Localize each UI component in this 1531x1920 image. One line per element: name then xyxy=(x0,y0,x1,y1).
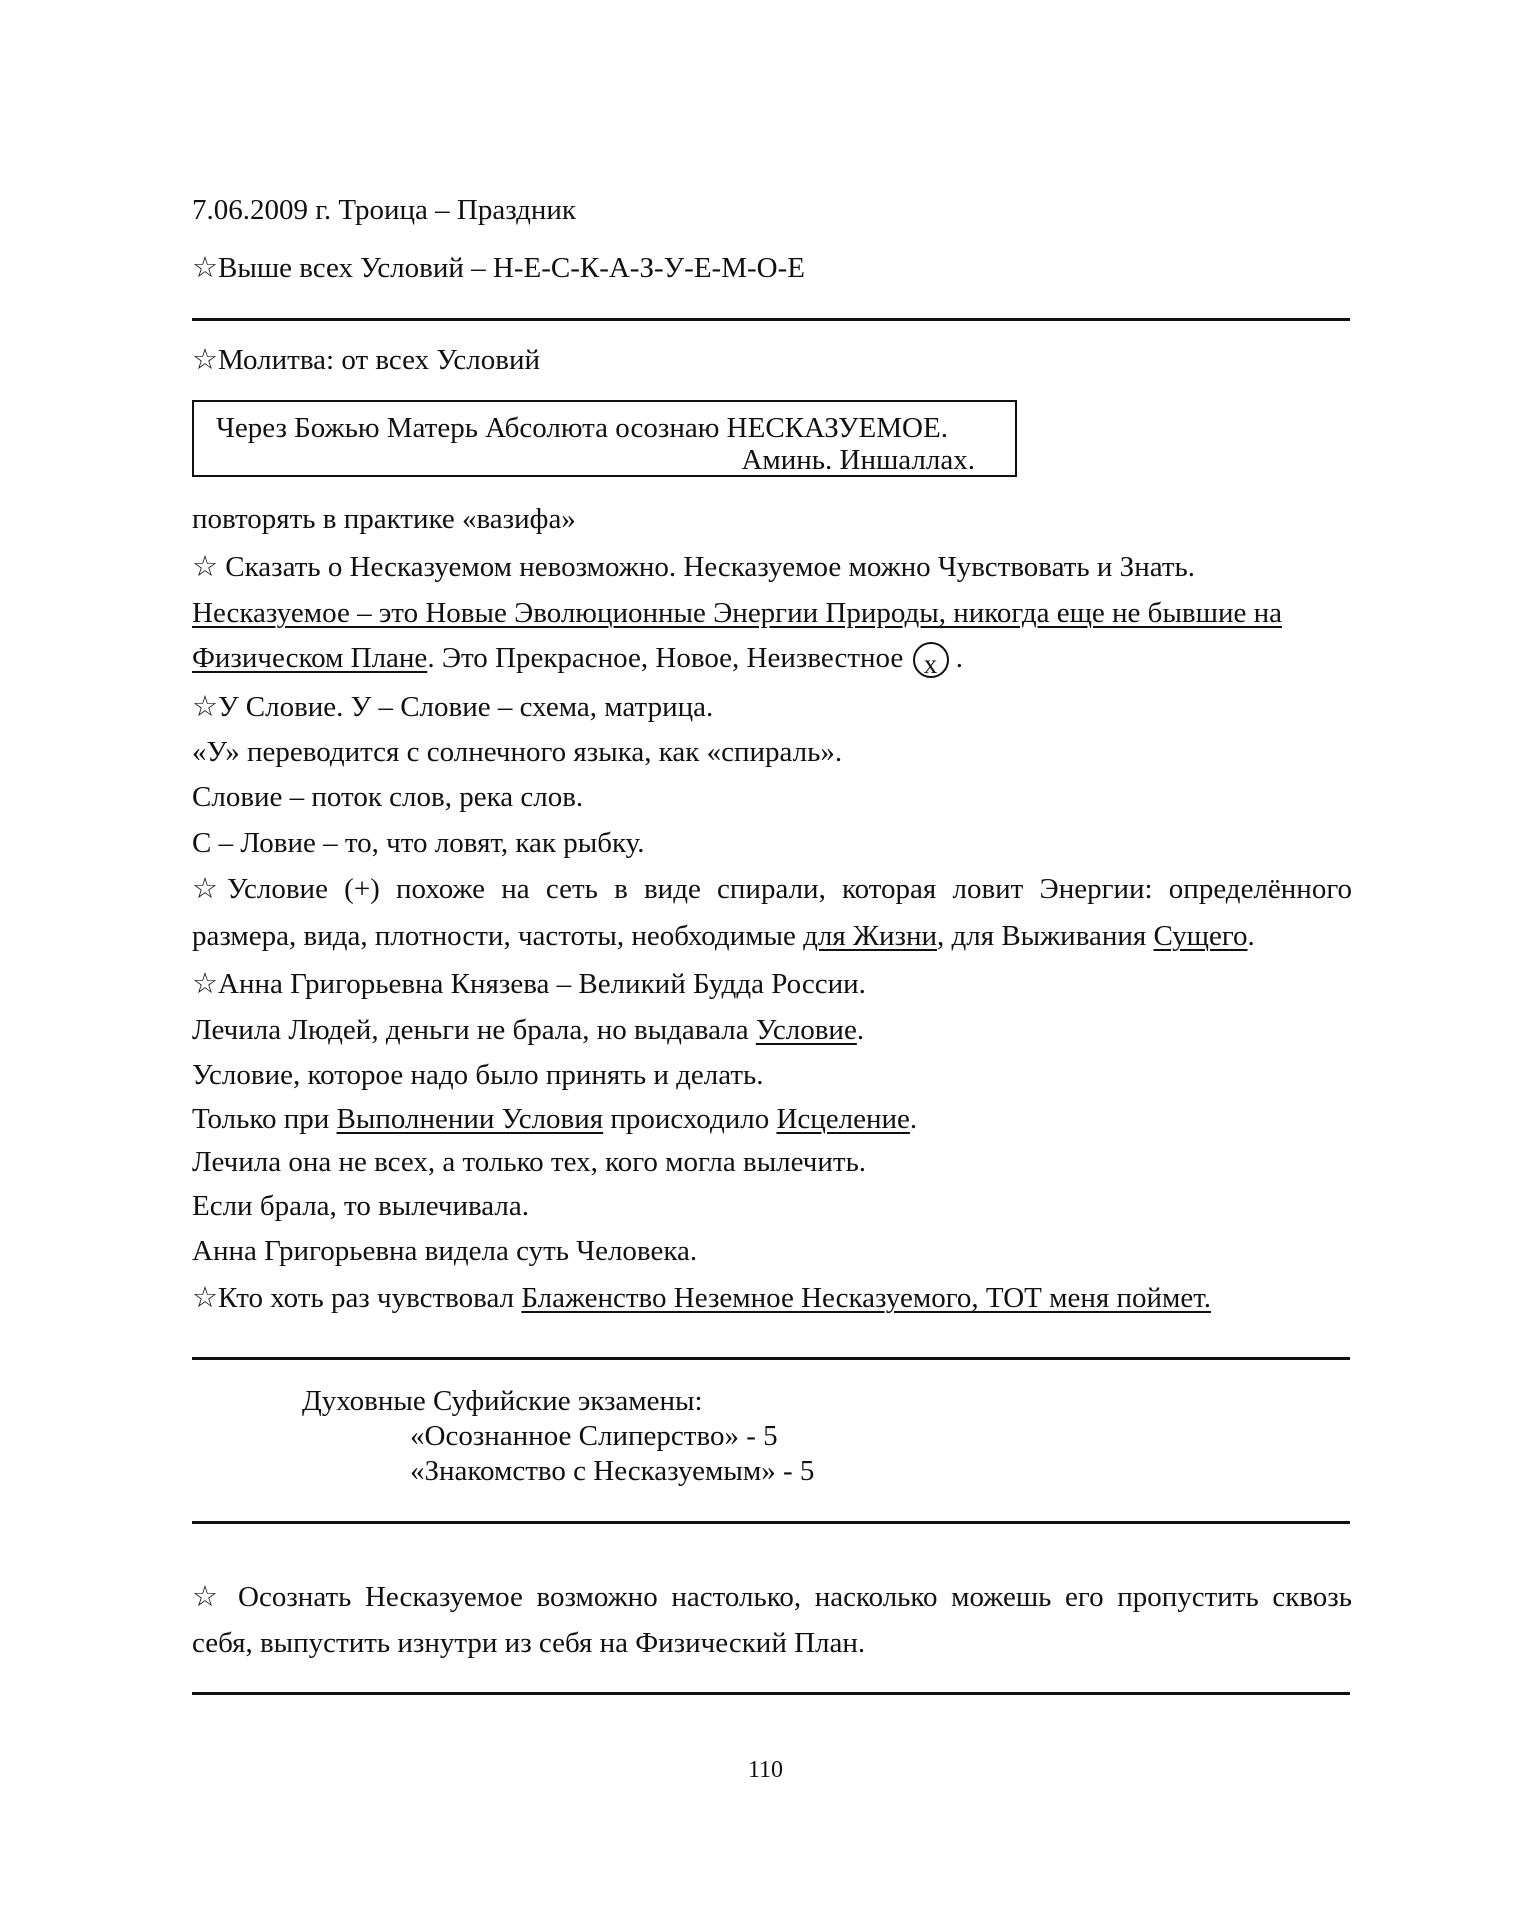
paragraph: Лечила она не всех, а только тех, кого могла вылечить. xyxy=(192,1146,867,1178)
prayer-amen: Аминь. Иншаллах. xyxy=(741,444,975,476)
underlined-text: Исцеление xyxy=(776,1103,910,1135)
underlined-text: Блаженство Неземное Несказуемого, ТОТ меня поймет. xyxy=(521,1282,1211,1314)
text: Только при xyxy=(192,1103,337,1135)
text: происходило xyxy=(603,1103,777,1135)
divider xyxy=(192,1692,1350,1695)
underlined-text: для Жизни xyxy=(803,920,937,952)
paragraph xyxy=(192,1281,1352,1315)
underlined-text: Физическом Плане xyxy=(192,642,428,674)
closing-paragraph: себя, выпустить изнутри из себя на Физический План. xyxy=(192,1627,866,1659)
paragraph: Словие – поток слов, река слов. xyxy=(192,781,584,813)
paragraph: ☆У Словие. У – Словие – схема, матрица. xyxy=(192,691,714,723)
text: ☆Кто хоть раз чувствовал xyxy=(192,1282,522,1314)
paragraph xyxy=(192,919,1352,953)
paragraph: Анна Григорьевна видела суть Человека. xyxy=(192,1235,698,1267)
underlined-text: Несказуемое – это Новые Эволюционные Энергии Природы, никогда еще не бывшие на xyxy=(192,597,1282,629)
date-line: 7.06.2009 г. Троица – Праздник xyxy=(192,194,577,226)
divider xyxy=(192,1521,1350,1524)
text: . xyxy=(955,642,963,674)
prayer-box xyxy=(192,400,1017,477)
paragraph xyxy=(192,1013,1352,1047)
divider xyxy=(192,1357,1350,1360)
underlined-text: Выполнении Условия xyxy=(336,1103,604,1135)
prayer-note: повторять в практике «вазифа» xyxy=(192,503,576,535)
underlined-text: Условие xyxy=(755,1014,857,1046)
closing-paragraph: ☆ Осознать Несказуемое возможно настолько, насколько можешь его пропустить сквозь xyxy=(192,1581,1352,1613)
underlined-text: Сущего xyxy=(1153,920,1248,952)
text: Лечила Людей, деньги не брала, но выдавала xyxy=(192,1014,756,1046)
paragraph: С – Ловие – то, что ловят, как рыбку. xyxy=(192,827,645,859)
paragraph xyxy=(192,596,1352,630)
exam-item: «Осознанное Слиперство» - 5 xyxy=(410,1420,778,1452)
text: размера, вида, плотности, частоты, необходимые xyxy=(192,920,804,952)
text: . xyxy=(1247,920,1255,952)
prayer-heading: ☆Молитва: от всех Условий xyxy=(192,344,540,376)
paragraph: ☆Условие (+) похоже на сеть в виде спирали, которая ловит Энергии: определённого xyxy=(192,873,1352,905)
paragraph: Условие, которое надо было принять и делать. xyxy=(192,1059,764,1091)
text: . xyxy=(909,1103,918,1135)
subtitle: ☆Выше всех Условий – Н-Е-С-К-А-З-У-Е-М-О-Е xyxy=(192,252,805,284)
paragraph: ☆Анна Григорьевна Князева – Великий Будда России. xyxy=(192,968,866,1000)
page-number: 110 xyxy=(747,1757,784,1783)
divider xyxy=(192,318,1350,321)
exams-title: Духовные Суфийские экзамены: xyxy=(302,1385,703,1417)
text: . Это Прекрасное, Новое, Неизвестное xyxy=(427,642,904,674)
exam-item: «Знакомство с Несказуемым» - 5 xyxy=(410,1455,815,1487)
paragraph xyxy=(192,1102,1352,1136)
paragraph: ☆ Сказать о Несказуемом невозможно. Несказуемое можно Чувствовать и Знать. xyxy=(192,551,1195,583)
paragraph xyxy=(192,641,1352,678)
paragraph: «У» переводится с солнечного языка, как «спираль». xyxy=(192,736,843,768)
circled-x-mark: x xyxy=(913,642,949,678)
prayer-text: Через Божью Матерь Абсолюта осознаю НЕСКАЗУЕМОЕ. xyxy=(216,412,948,444)
text: , для Выживания xyxy=(937,920,1154,952)
text: . xyxy=(856,1014,865,1046)
paragraph: Если брала, то вылечивала. xyxy=(192,1190,530,1222)
